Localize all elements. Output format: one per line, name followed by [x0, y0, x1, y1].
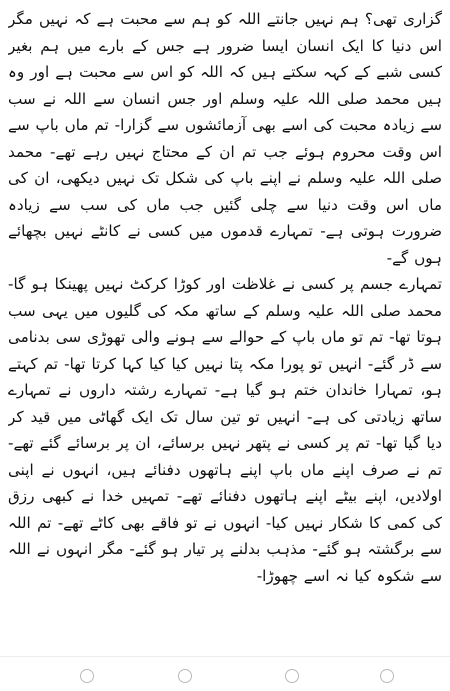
toolbar-icon[interactable]	[80, 669, 94, 683]
toolbar-icon[interactable]	[285, 669, 299, 683]
paragraph-1: گزاری تھی؟ ہم نہیں جانتے اللہ کو ہم سے محبت ہے کہ نہیں مگر اس دنیا کا ایک انسان ایسا ضرور ہے جس کے بارے میں ہم بغیر کسی شبے کے کہہ سکتے ہیں کہ اللہ کو اس سے محبت ہے اور وہ ہیں محمد صلی اللہ علیہ وسلم اور جس انسان سے اللہ نے سب سے زیادہ محبت کی اسے بھی آزمائشوں سے گزارا- تم ماں باپ سے اس وقت محروم ہوئے جب تم ان کے محتاج نہیں رہے تھے- محمد صلی اللہ علیہ وسلم نے اپنے باپ کی شکل تک نہیں دیکھی، ان کی ماں اس وقت دنیا سے چلی گئیں جب ماں کی سب سے زیادہ ضرورت ہوتی ہے- تمہارے قدموں میں کسی نے کانٹے نہیں بچھائے ہوں گے-	[8, 10, 442, 267]
paragraph-2: تمہارے جسم پر کسی نے غلاظت اور کوڑا کرکٹ نہیں پھینکا ہو گا- محمد صلی اللہ علیہ وسلم کے ساتھ مکہ کی گلیوں میں یہی سب ہوتا تھا- تم تو ماں باپ کے حوالے سے ہونے والی تھوڑی سی بدنامی سے ڈر گئے- انہیں تو پورا مکہ پتا نہیں کیا کیا کہا کرتا تھا- تم کہتے ہو، تمہارا خاندان ختم ہو گیا ہے- تمہارے رشتہ داروں نے تمہارے ساتھ زیادتی کی ہے- انہیں تو تین سال تک ایک گھاٹی میں قید کر دیا گیا تھا- تم پر کسی نے پتھر نہیں برسائے، ان پر برسائے گئے تھے- تم نے صرف اپنے ماں باپ اپنے ہاتھوں دفنائے ہیں، انہوں نے اپنی اولادیں، اپنے بیٹے اپنے ہاتھوں دفنائے تھے- تمہیں خدا نے کبھی رزق کی کمی کا شکار نہیں کیا- انہوں نے تو فاقے بھی کاٹے تھے- تم اللہ سے برگشتہ ہو گئے- مذہب بدلنے پر تیار ہو گئے- مگر انہوں نے اللہ سے شکوہ کیا نہ اسے چھوڑا-	[8, 275, 442, 585]
article-body	[8, 6, 442, 657]
toolbar-icon[interactable]	[178, 669, 192, 683]
toolbar-icon[interactable]	[380, 669, 394, 683]
bottom-toolbar	[0, 656, 450, 691]
